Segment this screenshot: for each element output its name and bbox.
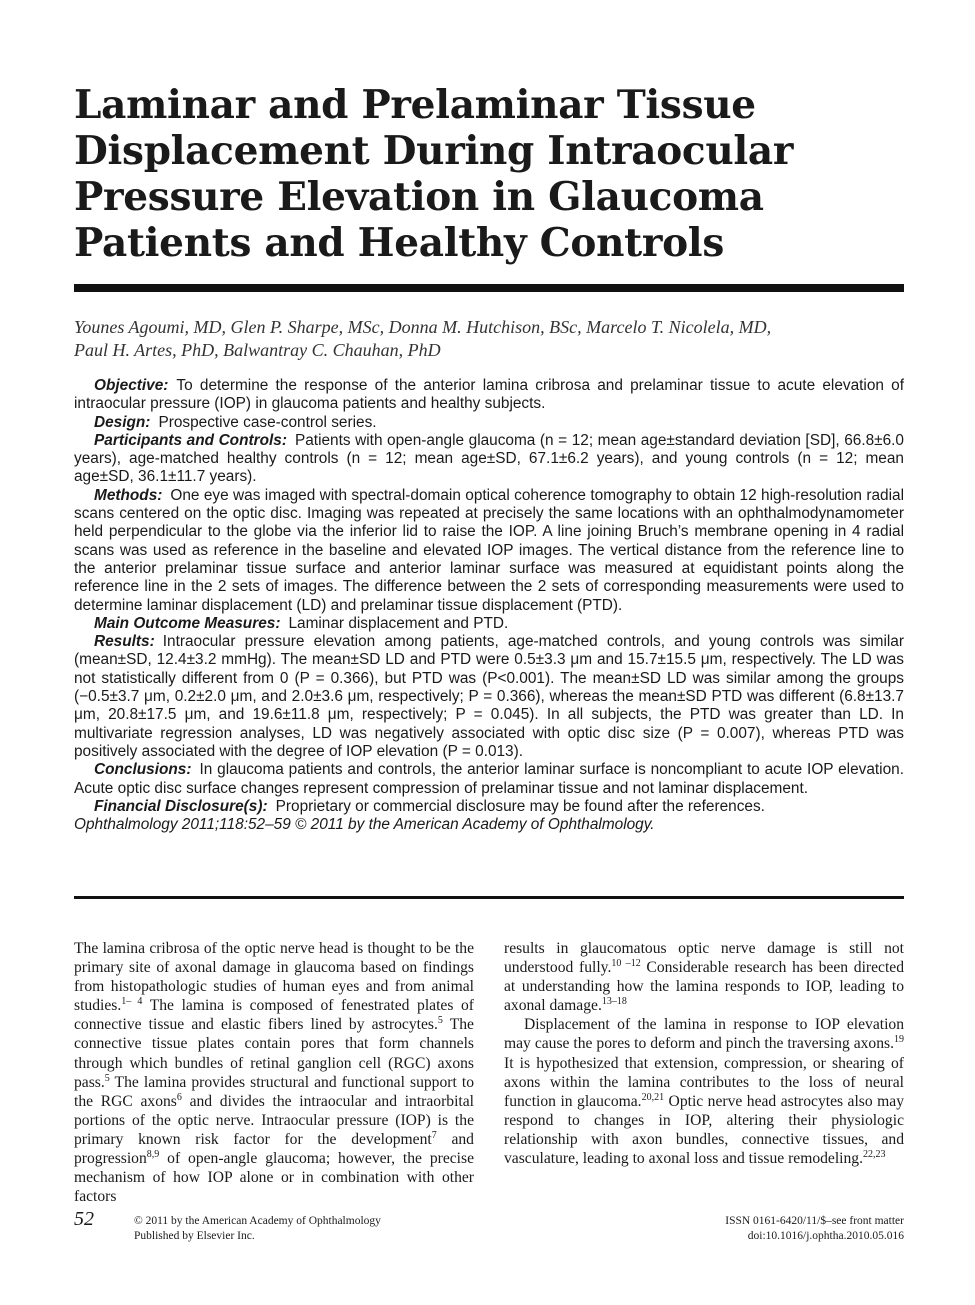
- abstract-objective: [74, 377, 904, 414]
- reference-link[interactable]: 1– 4: [121, 996, 143, 1008]
- body-text: The lamina cribrosa of the optic nerve head is thought to be the primary site of axonal damage in glaucoma based on findings from histopathologic studies of human eyes and from animal studies.: [74, 940, 474, 1015]
- results-label: Results:: [94, 633, 155, 651]
- outcome-text: Laminar displacement and PTD.: [288, 614, 509, 632]
- outcome-label: Main Outcome Measures:: [94, 614, 281, 632]
- body-paragraph: [504, 1015, 904, 1168]
- reference-link[interactable]: 5: [104, 1072, 110, 1084]
- abstract-divider: [74, 896, 904, 899]
- article-title: Laminar and Prelaminar Tissue Displacement During Intraocular Pressure Elevation in Glaucoma Patients and Healthy Controls: [74, 82, 794, 266]
- doi-link[interactable]: doi:10.1016/j.ophtha.2010.05.016: [747, 1230, 904, 1242]
- abstract-design: [74, 414, 904, 432]
- body-text: and divides the intraocular and intraorbital portions of the optic nerve. Intraocular pressure (IOP) is the primary known risk factor for the development: [74, 1092, 474, 1148]
- authors-line-2: Paul H. Artes, PhD, Balwantray C. Chauhan, PhD: [74, 340, 441, 360]
- body-column-right: [504, 939, 904, 1168]
- body-column-left: [74, 939, 474, 1206]
- author-list: [74, 316, 904, 362]
- abstract-disclosure: [74, 798, 904, 816]
- body-paragraph: [74, 939, 474, 1206]
- reference-link[interactable]: 8,9: [146, 1148, 160, 1160]
- body-text: Optic nerve head astrocytes also may respond to changes in IOP, altering their physiologic relationship with axon bundles, connective tissues, and vasculature, leading to axonal loss and tissue remodeling.: [504, 1092, 904, 1168]
- reference-link[interactable]: 20,21: [641, 1091, 665, 1103]
- body-text: It is hypothesized that extension, compression, or shearing of axons within the lamina contributes to the loss of neural function in glaucoma.: [504, 1054, 904, 1110]
- body-text: results in glaucomatous optic nerve damage is still not understood fully.: [504, 940, 904, 977]
- conclusions-text: In glaucoma patients and controls, the anterior laminar surface is noncompliant to acute IOP elevation. Acute optic disc surface changes represent compression of prelaminar tissue and not laminar displacement.: [74, 761, 904, 797]
- reference-link[interactable]: 5: [437, 1015, 443, 1027]
- reference-link[interactable]: 22,23: [863, 1148, 886, 1160]
- body-text: Displacement of the lamina in response to IOP elevation may cause the pores to deform and pinch the traversing axons.: [504, 1016, 904, 1053]
- reference-link[interactable]: 7: [431, 1129, 437, 1141]
- abstract-results: [74, 633, 904, 761]
- body-text: of open-angle glaucoma; however, the precise mechanism of how IOP alone or in combination with other factors: [74, 1150, 474, 1206]
- issn-line: ISSN 0161-6420/11/$–see front matter: [725, 1215, 904, 1227]
- abstract-participants: [74, 432, 904, 487]
- abstract-conclusions: [74, 761, 904, 798]
- page-number: 52: [74, 1208, 94, 1230]
- footer-copyright: [134, 1214, 381, 1244]
- reference-link[interactable]: 6: [176, 1091, 182, 1103]
- design-label: Design:: [94, 413, 151, 431]
- disclosure-label: Financial Disclosure(s):: [94, 797, 268, 815]
- disclosure-text: Proprietary or commercial disclosure may be found after the references.: [275, 797, 765, 815]
- authors-line-1: Younes Agoumi, MD, Glen P. Sharpe, MSc, Donna M. Hutchison, BSc, Marcelo T. Nicolela, MD,: [74, 317, 772, 337]
- body-text: and progression: [74, 1130, 474, 1168]
- participants-text: Patients with open-angle glaucoma (n = 12; mean age±standard deviation [SD], 66.8±6.0 years), age-matched healthy controls (n = 12; mean age±SD, 67.1±6.2 years), and young controls (n = 12; mean age±SD, 36.1±11.7 years).: [74, 431, 904, 486]
- reference-link[interactable]: 19: [894, 1034, 904, 1046]
- body-paragraph: [504, 939, 904, 1015]
- body-text: The connective tissue plates contain pores that form channels through which bundles of retinal ganglion cell (RGC) axons pass.: [74, 1016, 474, 1091]
- conclusions-label: Conclusions:: [94, 761, 192, 779]
- methods-label: Methods:: [94, 486, 163, 504]
- footer-identifiers: [725, 1214, 904, 1244]
- objective-label: Objective:: [94, 377, 169, 394]
- publisher-line: Published by Elsevier Inc.: [134, 1230, 255, 1242]
- results-text: Intraocular pressure elevation among patients, age-matched controls, and young controls was similar (mean±SD, 12.4±3.2 mmHg). The mean±SD LD and PTD were 0.5±3.3 μm and 15.7±15.5 μm, respectively. The LD was not statistically different from 0 (P = 0.366), but PTD was (P<0.001). The mean±SD LD was similar among the groups (−0.5±3.7 μm, 0.2±2.0 μm, and 2.0±3.6 μm, respectively; P = 0.366), whereas the mean±SD PTD was different (6.8±13.7 μm, 20.8±17.5 μm, and 19.6±11.8 μm, respectively; P = 0.045). In all subjects, the PTD was greater than LD. In multivariate regression analyses, LD was negatively associated with optic disc size (P = 0.007), whereas PTD was positively associated with the degree of IOP elevation (P = 0.013).: [74, 633, 904, 760]
- copyright-line: © 2011 by the American Academy of Ophthalmology: [134, 1215, 381, 1227]
- design-text: Prospective case-control series.: [158, 413, 377, 431]
- journal-citation: Ophthalmology 2011;118:52–59 © 2011 by the American Academy of Ophthalmology.: [74, 816, 655, 834]
- body-text: The lamina provides structural and functional support to the RGC axons: [74, 1073, 474, 1110]
- body-text: The lamina is composed of fenestrated plates of connective tissue and elastic fibers lined by astrocytes.: [74, 997, 474, 1034]
- abstract-outcome: [74, 615, 904, 633]
- body-text: Considerable research has been directed at understanding how the lamina responds to IOP, leading to axonal damage.: [504, 959, 904, 1015]
- title-divider: [74, 284, 904, 292]
- abstract-methods: [74, 487, 904, 615]
- reference-link[interactable]: 13–18: [601, 996, 627, 1008]
- abstract: [74, 377, 904, 834]
- methods-text: One eye was imaged with spectral-domain optical coherence tomography to obtain 12 high-resolution radial scans centered on the optic disc. Imaging was repeated at precisely the same locations with an ophthalmodynamometer held perpendicular to the globe via the inferior lid to raise the IOP. A line joining Bruch’s membrane opening in 4 radial scans was used as reference in the baseline and elevated IOP images. The vertical distance from the reference line to the anterior prelaminar tissue surface and anterior laminar surface was measured at equidistant points along the reference line in the 2 sets of images. The difference between the 2 sets of corresponding measurements were used to determine laminar displacement (LD) and prelaminar tissue displacement (PTD).: [74, 486, 904, 614]
- objective-text: To determine the response of the anterior lamina cribrosa and prelaminar tissue to acute elevation of intraocular pressure (IOP) in glaucoma patients and healthy subjects.: [74, 377, 904, 413]
- participants-label: Participants and Controls:: [94, 431, 287, 449]
- reference-link[interactable]: 10 –12: [611, 957, 641, 969]
